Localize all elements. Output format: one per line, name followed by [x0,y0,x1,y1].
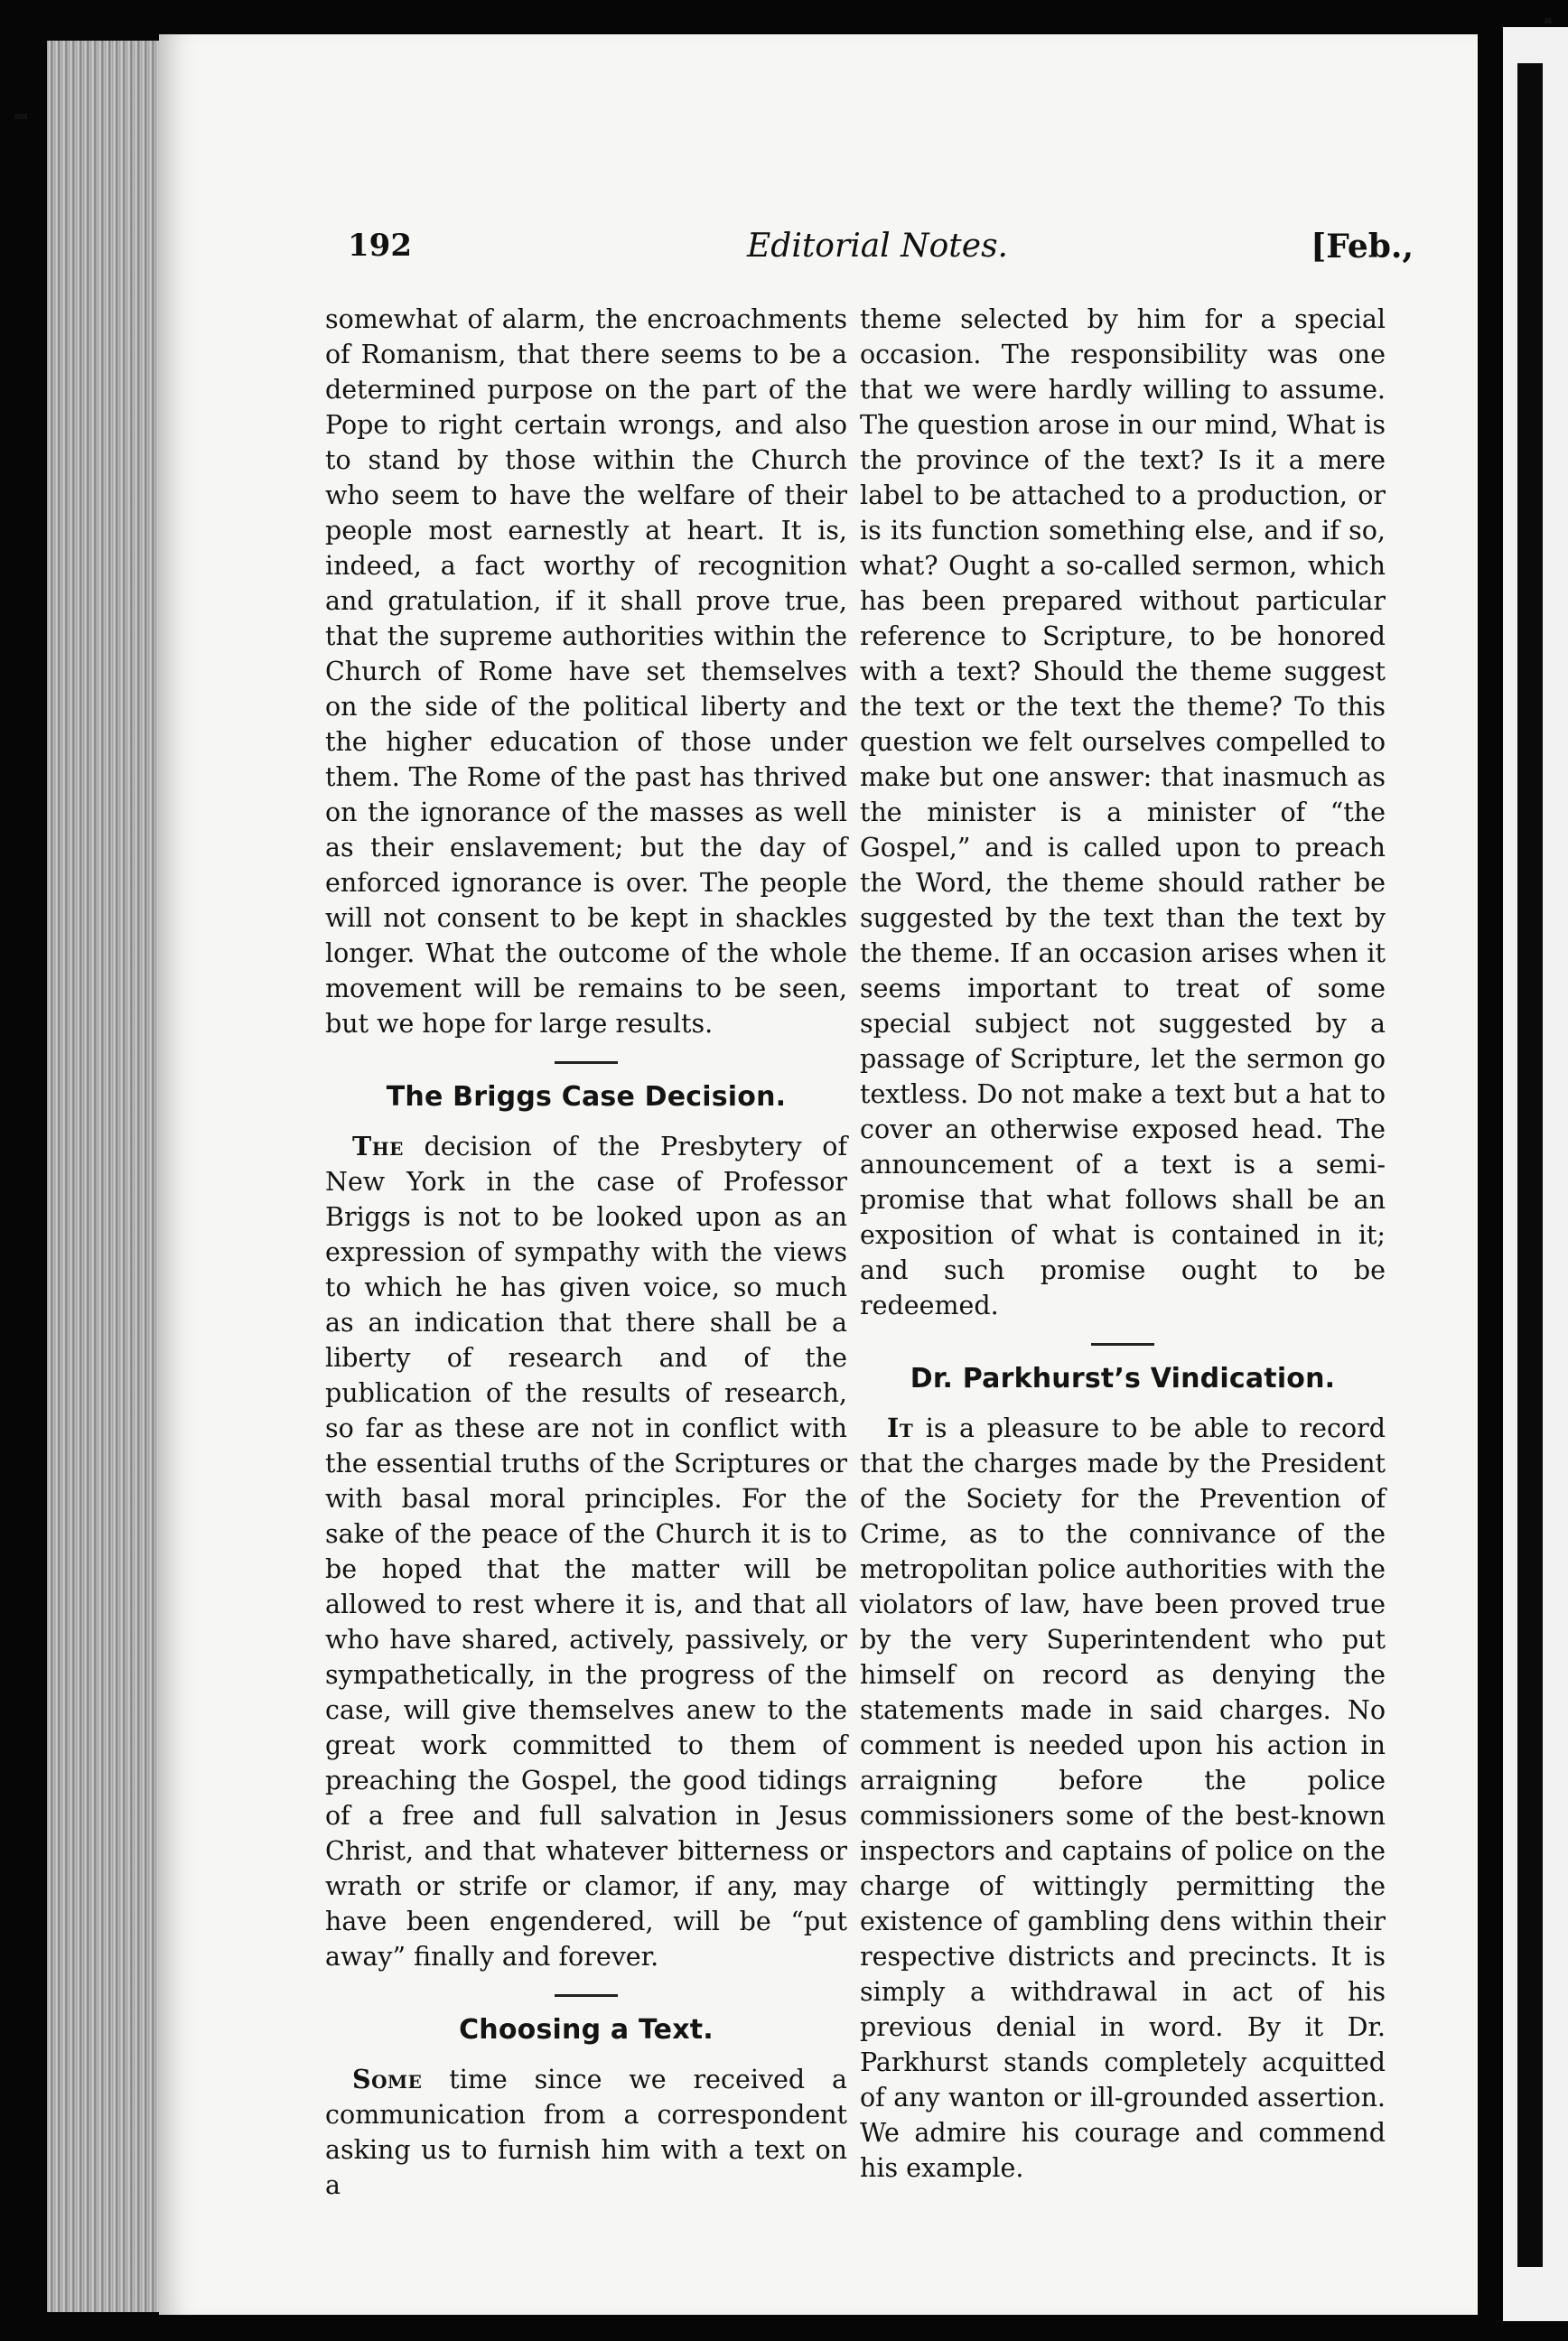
parkhurst-text: is a pleasure to be able to record that the charges made by the President of the Society for the Prevention of Crime, as to the connivance of the metropolitan police authorities with the violators of law, have been proved true by the very Superintendent who put himself on record as denying the statements made in said charges. No comment is needed upon his action in arraigning before the police commissioners some of the best-known inspectors and captains of police on the charge of wittingly permitting the existence of gambling dens within their respective districts and precincts. It is simply a withdrawal in act of his previous denial in word. By it Dr. Parkhurst stands completely acquitted of any wanton or ill-grounded assertion. We admire his courage and commend his example. [860,1413,1386,2183]
running-title: Editorial Notes. [747,228,1008,265]
section-divider [1091,1343,1154,1346]
parkhurst-section-title: Dr. Parkhurst’s Vindication. [910,1363,1336,1394]
choosing-text-lead-word: Some [352,2064,423,2094]
scan-speck [1545,18,1552,23]
choosing-text-section-title: Choosing a Text. [459,2014,714,2046]
briggs-section-title: The Briggs Case Decision. [386,1081,787,1113]
scan-speck [14,114,27,119]
section-divider [555,1061,618,1064]
section-divider [555,1994,618,1997]
page-number: 192 [348,228,412,264]
running-head [348,228,1414,282]
briggs-paragraph [325,1129,847,1974]
briggs-text: decision of the Presbytery of New York in the case of Professor Briggs is not to be looked upon as an expression of sympathy with the views to which he has given voice, so much as an indication that there shall be a liberty of research and of the publication of the results of research, so far as these are not in conflict with the essential truths of the Scriptures or with basal moral principles. For the sake of the peace of the Church it is to be hoped that the matter will be allowed to rest where it is, and that all who have shared, actively, passively, or sympathetically, in the progress of the case, will give themselves anew to the great work committed to them of preaching the Gospel, the good tidings of a free and full salvation in Jesus Christ, and that whatever bitterness or wrath or strife or clamor, if any, may have been engendered, will be “put away” finally and forever. [325,1132,847,1972]
choosing-text-text: time since we received a communication from a correspondent asking us to furnish him with a text on a [325,2065,847,2200]
continued-paragraph: somewhat of alarm, the encroachments of Romanism, that there seems to be a determined purpose on the part of the Pope to right certain wrongs, and also to stand by those within the Church who seem to have the welfare of their people most earnestly at heart. It is, indeed, a fact worthy of recognition and gratulation, if it shall prove true, that the supreme authorities within the Church of Rome have set themselves on the side of the political liberty and the higher education of those under them. The Rome of the past has thrived on the ignorance of the masses as well as their enslavement; but the day of enforced ignorance is over. The people will not consent to be kept in shackles longer. What the outcome of the whole movement will be remains to be seen, but we hope for large results. [325,304,847,1039]
continued-paragraph: theme selected by him for a special occasion. The responsibility was one that we were hardly willing to assume. The question arose in our mind, What is the province of the text? Is it a mere label to be attached to a production, or is its function something else, and if so, what? Ought a so-called sermon, which has been prepared without particular reference to Scripture, to be honored with a text? Should the theme suggest the text or the text the theme? To this question we felt ourselves compelled to make but one answer: that inasmuch as the minister is a minister of “the Gospel,” and is called upon to preach the Word, the theme should rather be suggested by the text than the text by the theme. If an occasion arises when it seems important to treat of some special subject not suggested by a passage of Scripture, let the sermon go textless. Do not make a text but a hat to cover an otherwise exposed head. The announcement of a text is a semi-promise that what follows shall be an exposition of what is contained in it; and such promise ought to be redeemed. [860,304,1386,1320]
right-column [860,302,1386,2186]
parkhurst-paragraph [860,1411,1386,2186]
left-column [325,302,847,2203]
running-month: [Feb., [1311,228,1414,266]
parkhurst-lead-word: It [887,1413,914,1443]
briggs-lead-word: The [352,1131,404,1161]
choosing-text-paragraph [325,2062,847,2203]
facing-page-edge [1503,27,1568,2321]
